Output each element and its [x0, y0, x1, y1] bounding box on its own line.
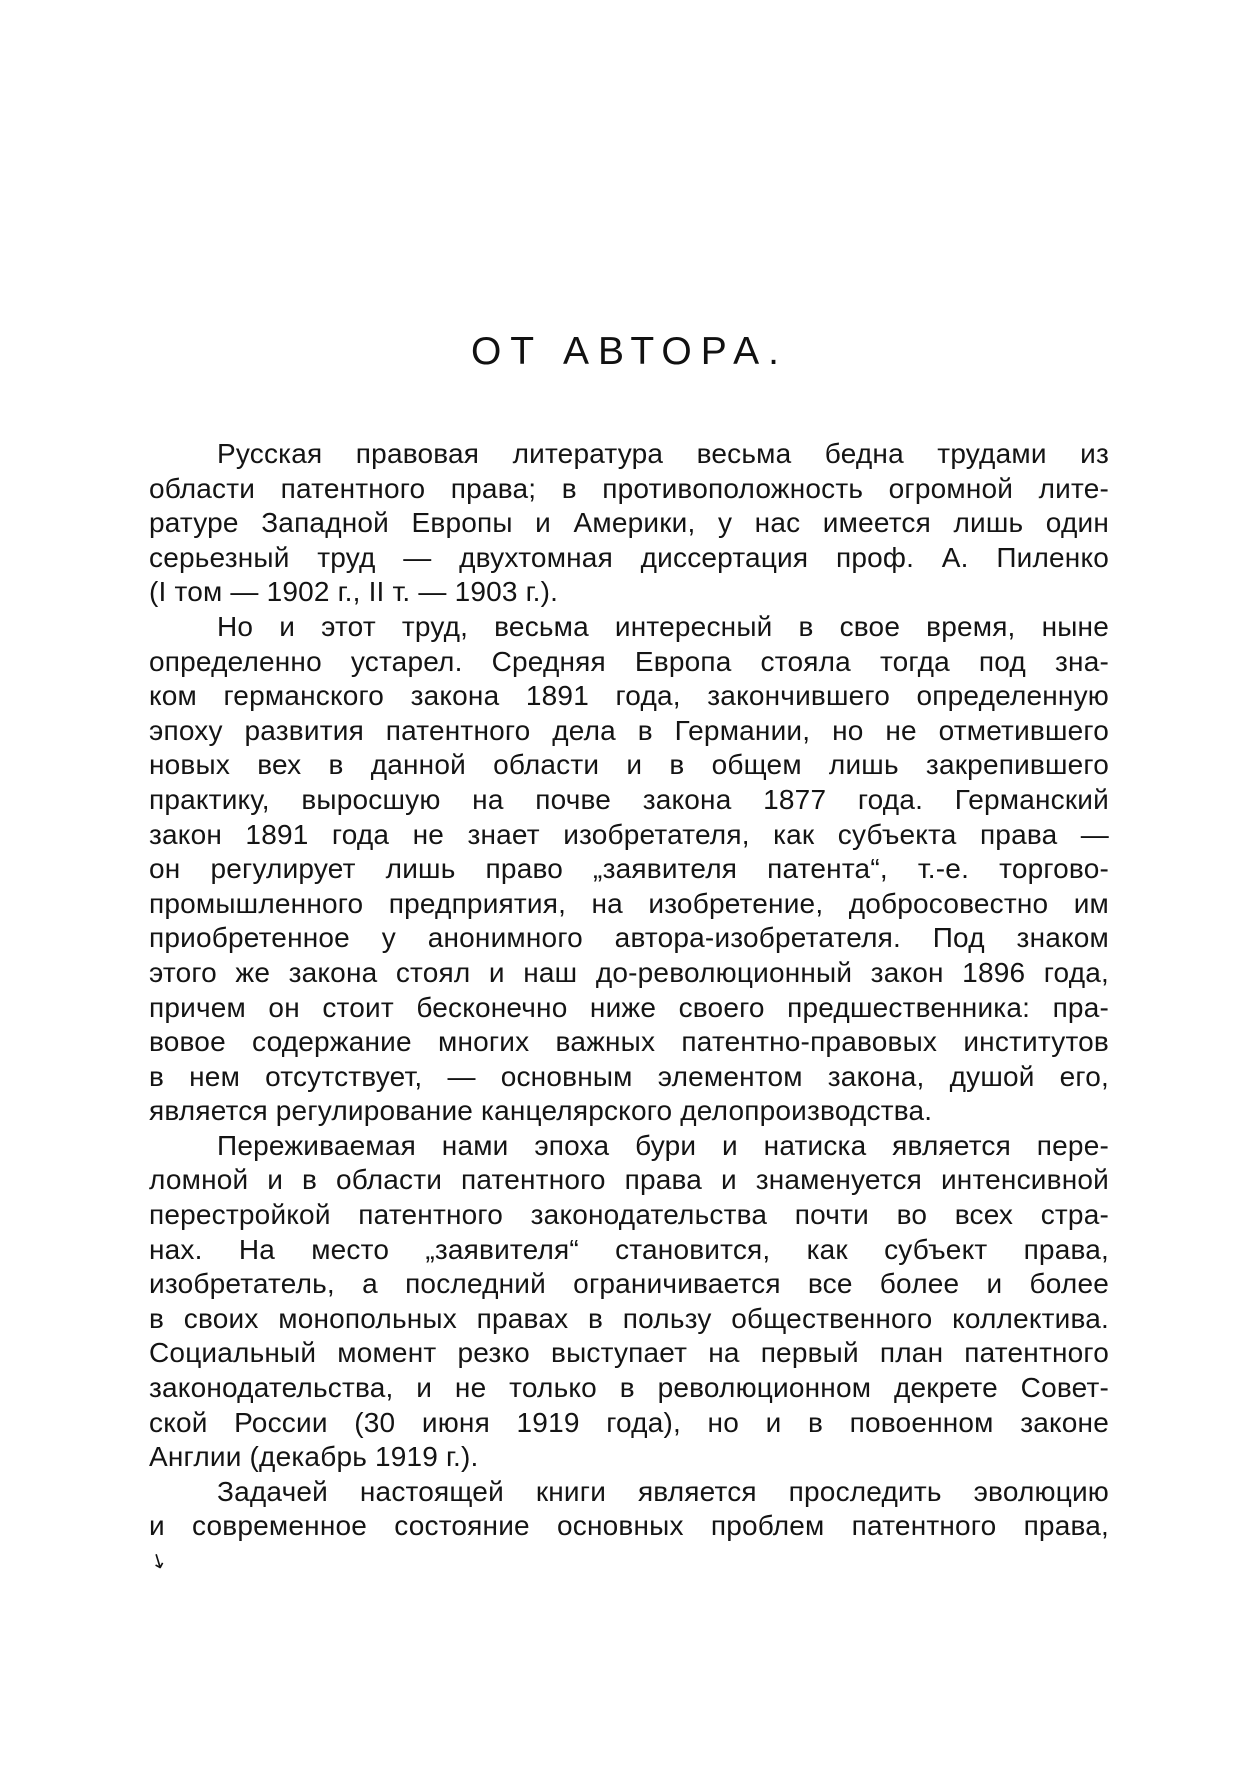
ink-mark: ↘ [145, 1545, 172, 1575]
body-text [149, 437, 1109, 1544]
text-line: приобретенное у анонимного автора-изобретателя. Под знаком [149, 922, 1109, 954]
text-line: (I том — 1902 г., II т. — 1903 г.). [149, 576, 559, 608]
text-line: определенно устарел. Средняя Европа стояла тогда под зна- [149, 645, 1109, 677]
text-line: в нем отсутствует, — основным элементом закона, душой его, [149, 1060, 1109, 1092]
text-line: законодательства, и не только в революционном декрете Совет- [149, 1372, 1109, 1404]
text-line: эпоху развития патентного дела в Германии, но не отметившего [149, 714, 1109, 746]
paragraph [149, 1475, 1109, 1544]
text-line: промышленного предприятия, на изобретение, добросовестно им [149, 887, 1109, 919]
text-line: области патентного права; в противоположность огромной лите- [149, 472, 1109, 504]
text-line: Социальный момент резко выступает на первый план патентного [149, 1337, 1109, 1369]
text-line: этого же закона стоял и наш до-революционный закон 1896 года, [149, 956, 1109, 988]
text-line: в своих монопольных правах в пользу общественного коллектива. [149, 1302, 1109, 1334]
text-line: нах. На место „заявителя“ становится, как субъект права, [149, 1233, 1109, 1265]
text-line: ломной и в области патентного права и знаменуется интенсивной [149, 1164, 1109, 1196]
text-line: причем он стоит бесконечно ниже своего предшественника: пра- [149, 991, 1109, 1023]
text-line: закон 1891 года не знает изобретателя, как субъекта права — [149, 818, 1109, 850]
text-line: Переживаемая нами эпоха бури и натиска является пере- [217, 1129, 1109, 1161]
paragraph [149, 610, 1109, 1129]
text-line: является регулирование канцелярского делопроизводства. [149, 1095, 933, 1127]
text-line: Но и этот труд, весьма интересный в свое время, ныне [217, 610, 1109, 642]
text-line: ратуре Западной Европы и Америки, у нас имеется лишь один [149, 507, 1109, 539]
text-line: практику, выросшую на почве закона 1877 года. Германский [149, 783, 1109, 815]
paragraph [149, 1129, 1109, 1475]
text-line: ской России (30 июня 1919 года), но и в повоенном законе [149, 1406, 1109, 1438]
text-line: и современное состояние основных проблем патентного права, [149, 1510, 1109, 1542]
text-line: Задачей настоящей книги является проследить эволюцию [217, 1475, 1109, 1507]
paragraph [149, 437, 1109, 610]
text-line: вовое содержание многих важных патентно-правовых институтов [149, 1026, 1109, 1058]
text-line: новых вех в данной области и в общем лишь закрепившего [149, 749, 1109, 781]
text-line: ком германского закона 1891 года, закончившего определенную [149, 680, 1109, 712]
text-line: серьезный труд — двухтомная диссертация проф. А. Пиленко [149, 541, 1109, 573]
text-line: Русская правовая литература весьма бедна трудами из [217, 438, 1109, 469]
page-title: ОТ АВТОРА. [470, 330, 789, 373]
text-line: Англии (декабрь 1919 г.). [149, 1441, 479, 1473]
text-line: он регулирует лишь право „заявителя патента“, т.-е. торгово- [149, 853, 1109, 885]
text-line: перестройкой патентного законодательства почти во всех стра- [149, 1199, 1109, 1231]
text-line: изобретатель, а последний ограничивается все более и более [149, 1268, 1109, 1300]
